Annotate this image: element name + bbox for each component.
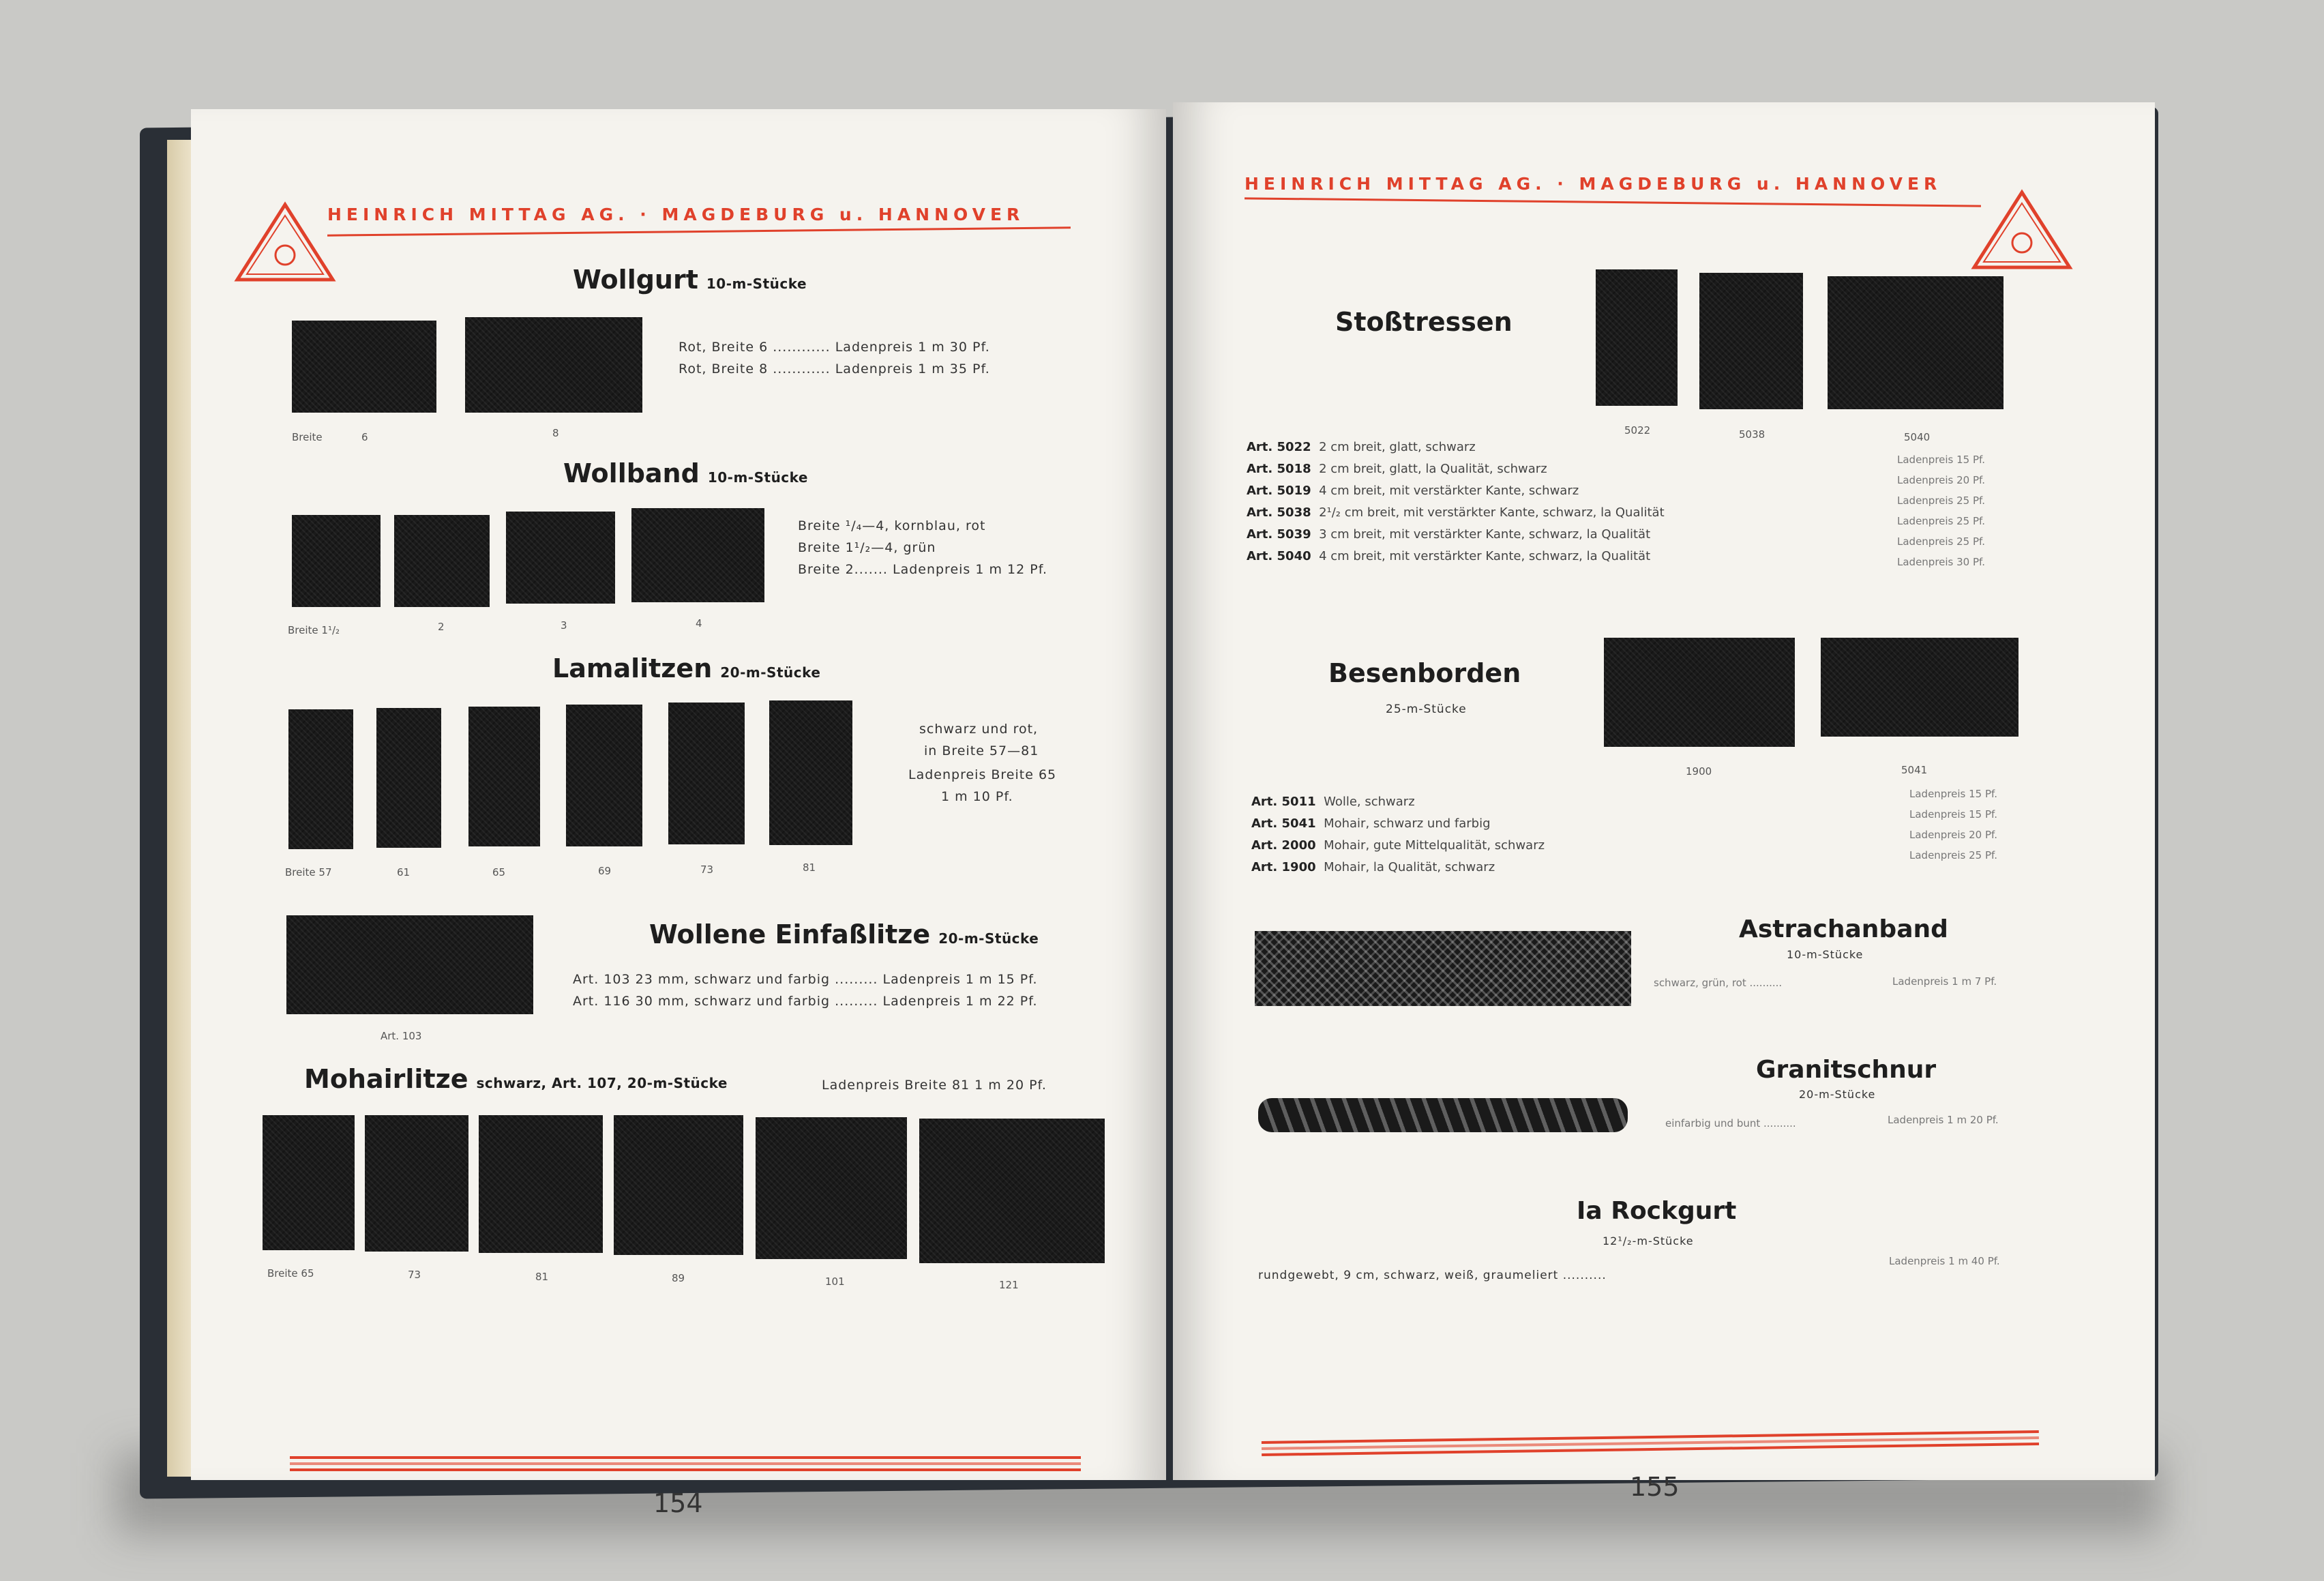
wollband-label-1: Breite 1¹/₂ [288, 624, 340, 636]
wollband-line1: Breite ¹/₄—4, kornblau, rot [798, 518, 986, 533]
wollband-label-3: 3 [561, 619, 567, 632]
besen-code-5041: 5041 [1901, 764, 1928, 776]
swatch-besen-5041 [1821, 638, 2018, 737]
swatch-stoss-5038 [1699, 273, 1803, 409]
page-number-154: 154 [653, 1488, 703, 1518]
swatch-mohair-73 [365, 1115, 468, 1252]
stoss-code-5040: 5040 [1904, 431, 1931, 443]
company-header: HEINRICH MITTAG AG. · MAGDEBURG u. HANNOVER [327, 205, 1025, 224]
einfass-row2: Art. 116 30 mm, schwarz und farbig ......... Ladenpreis 1 m 22 Pf. [573, 994, 1038, 1009]
mohair-label-81: 81 [535, 1271, 549, 1283]
mohair-label-121: 121 [999, 1279, 1019, 1291]
astrachan-title: Astrachanband [1739, 915, 1948, 943]
lamalitzen-note3: Ladenpreis Breite 65 [908, 767, 1057, 782]
lamalitzen-note4: 1 m 10 Pf. [941, 789, 1013, 804]
rockgurt-line: rundgewebt, 9 cm, schwarz, weiß, graumeliert .......... [1258, 1269, 1607, 1282]
company-header-right: HEINRICH MITTAG AG. · MAGDEBURG u. HANNOVER [1245, 174, 1942, 194]
swatch-lamalitzen-73 [668, 703, 745, 844]
swatch-granitschnur [1258, 1098, 1628, 1132]
stoss-row-3-price: Ladenpreis 25 Pf. [1897, 494, 1986, 507]
stoss-row-6: Art. 5040 4 cm breit, mit verstärkter Kante, schwarz, la Qualität [1247, 549, 1651, 563]
rockgurt-title: Ia Rockgurt [1577, 1197, 1737, 1225]
swatch-lamalitzen-57 [288, 709, 353, 849]
mohair-title: Mohairlitze schwarz, Art. 107, 20-m-Stücke [304, 1064, 728, 1094]
company-logo-icon [230, 198, 340, 286]
rockgurt-sub: 12¹/₂-m-Stücke [1603, 1235, 1694, 1247]
besen-row-2: Art. 5041 Mohair, schwarz und farbig [1251, 816, 1491, 831]
astrachan-line: schwarz, grün, rot .......... [1654, 977, 1783, 989]
footer-stripes-right [1262, 1430, 2039, 1460]
swatch-mohair-81 [479, 1115, 603, 1253]
stoss-code-5022: 5022 [1624, 424, 1651, 437]
wollgurt-label-6: 6 [361, 431, 368, 443]
besen-row-4-price: Ladenpreis 25 Pf. [1909, 849, 1998, 861]
wollband-line2: Breite 1¹/₂—4, grün [798, 540, 936, 555]
besen-row-3-price: Ladenpreis 20 Pf. [1909, 829, 1998, 841]
lamalitzen-title: Lamalitzen 20-m-Stücke [552, 653, 821, 683]
stoss-row-5-price: Ladenpreis 25 Pf. [1897, 535, 1986, 548]
stoss-row-3: Art. 5019 4 cm breit, mit verstärkter Kante, schwarz [1247, 484, 1579, 498]
page-number-155: 155 [1630, 1472, 1680, 1502]
astrachan-sub: 10-m-Stücke [1787, 948, 1864, 961]
wollgurt-line1: Rot, Breite 6 ............ Ladenpreis 1 m 30 Pf. [679, 340, 990, 355]
stoss-title: Stoßtressen [1335, 307, 1513, 337]
swatch-stoss-5040 [1828, 276, 2003, 409]
stoss-row-1-price: Ladenpreis 15 Pf. [1897, 454, 1986, 466]
einfass-label: Art. 103 [381, 1030, 422, 1042]
rockgurt-price: Ladenpreis 1 m 40 Pf. [1889, 1255, 2000, 1267]
granit-line: einfarbig und bunt .......... [1665, 1117, 1796, 1129]
swatch-lamalitzen-65 [468, 707, 540, 846]
swatch-lamalitzen-81 [769, 700, 852, 845]
footer-stripes [290, 1456, 1081, 1475]
left-page [191, 109, 1166, 1518]
wollband-title: Wollband 10-m-Stücke [563, 458, 808, 488]
lamalitzen-label-69: 69 [598, 865, 612, 877]
mohair-label-101: 101 [825, 1275, 845, 1288]
swatch-lamalitzen-61 [376, 708, 441, 848]
mohair-label-65: Breite 65 [267, 1267, 314, 1280]
besen-row-3: Art. 2000 Mohair, gute Mittelqualität, schwarz [1251, 838, 1545, 853]
swatch-wollgurt-6 [292, 321, 436, 413]
besen-sub: 25-m-Stücke [1386, 703, 1467, 716]
lamalitzen-label-57: Breite 57 [285, 866, 332, 878]
einfass-row1: Art. 103 23 mm, schwarz und farbig ......... Ladenpreis 1 m 15 Pf. [573, 972, 1038, 987]
swatch-besen-1900 [1604, 638, 1795, 747]
besen-title: Besenborden [1328, 658, 1521, 688]
mohair-label-89: 89 [672, 1272, 685, 1284]
swatch-mohair-65 [263, 1115, 355, 1250]
stoss-row-4-price: Ladenpreis 25 Pf. [1897, 515, 1986, 527]
swatch-wollband-1 [292, 515, 381, 607]
stoss-row-2: Art. 5018 2 cm breit, glatt, la Qualität, schwarz [1247, 462, 1547, 476]
swatch-stoss-5022 [1596, 269, 1678, 406]
swatch-wollgurt-8 [465, 317, 642, 413]
stoss-row-1: Art. 5022 2 cm breit, glatt, schwarz [1247, 440, 1476, 454]
lamalitzen-label-73: 73 [700, 863, 714, 876]
swatch-einfass-103 [286, 915, 533, 1014]
besen-row-1-price: Ladenpreis 15 Pf. [1909, 788, 1998, 800]
lamalitzen-note2: in Breite 57—81 [924, 743, 1039, 758]
stoss-row-5: Art. 5039 3 cm breit, mit verstärkter Kante, schwarz, la Qualität [1247, 527, 1651, 542]
granit-price: Ladenpreis 1 m 20 Pf. [1888, 1114, 1999, 1126]
header-rule [327, 226, 1071, 236]
swatch-wollband-4 [631, 508, 764, 602]
besen-row-1: Art. 5011 Wolle, schwarz [1251, 795, 1415, 809]
wollgurt-label-8: 8 [552, 427, 559, 439]
company-logo-icon [1967, 186, 2076, 274]
swatch-astrachanband [1255, 931, 1631, 1006]
einfass-title: Wollene Einfaßlitze 20-m-Stücke [649, 919, 1039, 949]
swatch-wollband-2 [394, 515, 490, 607]
wollband-label-2: 2 [438, 621, 445, 633]
besen-code-1900: 1900 [1686, 765, 1712, 778]
mohair-label-73: 73 [408, 1269, 421, 1281]
mohair-price: Ladenpreis Breite 81 1 m 20 Pf. [822, 1078, 1047, 1093]
astrachan-price: Ladenpreis 1 m 7 Pf. [1892, 975, 1997, 988]
right-page [1173, 102, 2155, 1502]
lamalitzen-label-81: 81 [803, 861, 816, 874]
swatch-wollband-3 [506, 512, 615, 604]
besen-row-2-price: Ladenpreis 15 Pf. [1909, 808, 1998, 821]
stoss-code-5038: 5038 [1739, 428, 1766, 441]
stoss-row-2-price: Ladenpreis 20 Pf. [1897, 474, 1986, 486]
swatch-mohair-101 [756, 1117, 907, 1259]
wollgurt-line2: Rot, Breite 8 ............ Ladenpreis 1 m 35 Pf. [679, 361, 990, 376]
granit-title: Granitschnur [1756, 1056, 1937, 1084]
lamalitzen-label-61: 61 [397, 866, 411, 878]
swatch-mohair-89 [614, 1115, 743, 1255]
swatch-mohair-121 [919, 1119, 1105, 1263]
lamalitzen-label-65: 65 [492, 866, 506, 878]
wollband-label-4: 4 [696, 617, 702, 630]
header-rule-right [1245, 197, 1981, 207]
granit-sub: 20-m-Stücke [1799, 1088, 1876, 1101]
wollband-line3: Breite 2....... Ladenpreis 1 m 12 Pf. [798, 562, 1048, 577]
lamalitzen-note1: schwarz und rot, [919, 722, 1039, 737]
stoss-row-4: Art. 5038 2¹/₂ cm breit, mit verstärkter Kante, schwarz, la Qualität [1247, 505, 1665, 520]
besen-row-4: Art. 1900 Mohair, la Qualität, schwarz [1251, 860, 1495, 874]
swatch-lamalitzen-69 [566, 705, 642, 846]
wollgurt-label-breite: Breite [292, 431, 323, 443]
wollgurt-title: Wollgurt 10-m-Stücke [573, 265, 807, 295]
stoss-row-6-price: Ladenpreis 30 Pf. [1897, 556, 1986, 568]
